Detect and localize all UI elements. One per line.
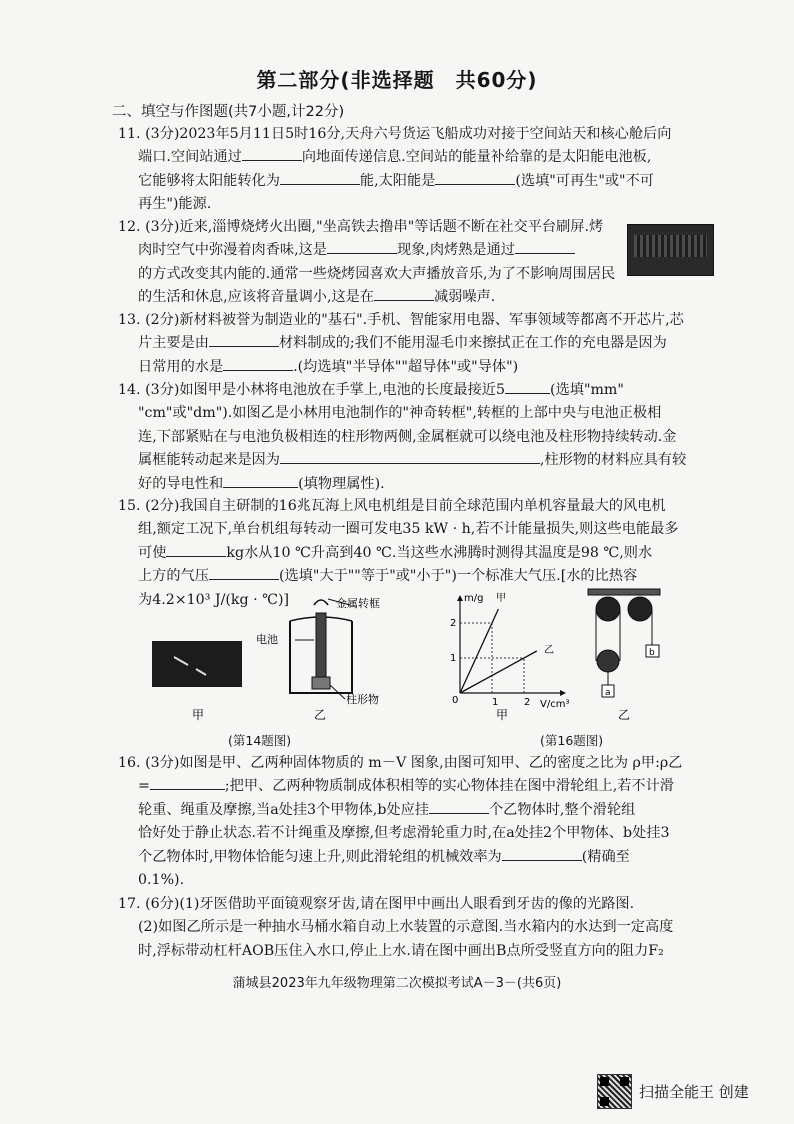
question-text: ,柱形物的材料应具有较 (539, 452, 687, 469)
question-text: 的方式改变其内能的.通常一些烧烤园喜欢大声播放音乐,为了不影响周围居民 (138, 265, 616, 282)
question-text: 0.1%). (138, 872, 185, 889)
question-text: ;把甲、乙两种物质制成体积相等的实心物体挂在图中滑轮组上,若不计滑 (224, 778, 674, 795)
page-footer: 蒲城县2023年九年级物理第二次模拟考试A－3－(共6页) (232, 976, 562, 991)
fig16-xtick-2: 2 (524, 697, 531, 708)
scanner-text: 扫描全能王 创建 (639, 1083, 749, 1101)
fig14-sub-b: 乙 (314, 708, 327, 722)
question-text: (精确至 (581, 848, 630, 865)
fig16-label-a: a (605, 688, 611, 698)
fixed-pulley (596, 597, 620, 621)
part-title: 第二部分(非选择题 共60分) (256, 68, 538, 92)
question-line (118, 869, 754, 892)
answer-blank[interactable] (435, 170, 515, 185)
question-line (118, 379, 754, 402)
fig14-battery-label: 电池 (256, 633, 278, 646)
scanner-watermark (597, 1074, 767, 1108)
answer-blank[interactable] (223, 356, 293, 371)
fig16-sub-b: 乙 (618, 708, 631, 722)
question-text: 片主要是由 (138, 335, 209, 352)
question-text: 肉时空气中弥漫着肉香味,这是 (138, 242, 327, 259)
answer-blank[interactable] (280, 170, 360, 185)
question-line (118, 799, 754, 822)
question-text: = (138, 778, 150, 795)
question-text: 现象,肉烤熟是通过 (396, 242, 515, 259)
fig16-series-b-label: 乙 (544, 645, 554, 656)
fig14-photo (152, 641, 242, 687)
question-line (118, 518, 754, 541)
figure-area (140, 585, 700, 735)
question-line (118, 286, 754, 309)
question-text: 端口.空间站通过 (138, 149, 242, 166)
question-line (118, 916, 754, 939)
question-text: 轮重、绳重及摩擦,当a处挂3个甲物体,b处应挂 (138, 801, 429, 818)
question-text: 它能够将太阳能转化为 (138, 172, 280, 189)
question-line (118, 146, 754, 169)
question-text: 恰好处于静止状态.若不计绳重及摩擦,但考虑滑轮重力时,在a处挂2个甲物体、b处挂3 (138, 825, 670, 842)
question-text: 组,额定工况下,单台机组每转动一圈可发电35 kW · h,若不计能量损失,则这些电能最多 (138, 521, 679, 538)
question-line (118, 449, 754, 472)
answer-blank[interactable] (209, 565, 279, 580)
fig16-ylabel: m/g (464, 593, 484, 604)
question-line (118, 193, 754, 216)
answer-blank[interactable] (374, 286, 434, 301)
question-text: 13. (2分)新材料被誉为制造业的"基石".手机、智能家用电器、军事领域等都离不开芯片,芯 (118, 312, 684, 328)
question-text: 属框能转动起来是因为 (138, 452, 280, 469)
question-text: 为4.2×10³ J/(kg · ℃)] (138, 591, 290, 608)
fig16-xtick-1: 1 (492, 697, 499, 708)
question-text: 日常用的水是 (138, 358, 224, 375)
question-text: 向地面传递信息.空间站的能量补给靠的是太阳能电池板, (301, 149, 652, 166)
answer-blank[interactable] (515, 239, 575, 254)
fig14-caption: (第14题图) (228, 733, 292, 748)
question-q13 (118, 309, 754, 379)
question-text: 个乙物体时,整个滑轮组 (488, 801, 636, 818)
question-line (118, 752, 754, 775)
question-text: 14. (3分)如图甲是小林将电池放在手掌上,电池的长度最接近5 (118, 382, 506, 398)
series-line-yi (460, 651, 537, 693)
bbq-photo (627, 224, 714, 276)
fig16-ytick-1: 1 (450, 653, 457, 664)
fig16-caption: (第16题图) (540, 733, 604, 748)
series-line-jia (460, 609, 498, 693)
question-line (118, 822, 754, 845)
question-text: 能,太阳能是 (359, 172, 436, 189)
figures-svg (140, 585, 700, 735)
question-text: 上方的气压 (138, 568, 209, 585)
question-line (118, 846, 754, 869)
question-text: 好的导电性和 (138, 475, 224, 492)
answer-blank[interactable] (429, 799, 489, 814)
answer-blank[interactable] (502, 846, 582, 861)
question-text: 减弱噪声. (434, 289, 496, 306)
question-text: 材料制成的;我们不能用湿毛巾来擦拭正在工作的充电器是因为 (278, 335, 667, 352)
question-text: "cm"或"dm").如图乙是小林用电池制作的"神奇转框",转框的上部中央与电池正极相 (138, 405, 662, 422)
answer-blank[interactable] (150, 775, 225, 790)
fig14-frame-diagram (290, 599, 352, 699)
question-text: 15. (2分)我国自主研制的16兆瓦海上风电机组是目前全球范围内单机容量最大的风电机 (118, 498, 666, 514)
answer-blank[interactable] (505, 379, 550, 394)
question-text: (选填"大于""等于"或"小于")一个标准大气压.[水的比热容 (278, 568, 638, 585)
answer-blank[interactable] (209, 332, 279, 347)
fig14-battery (316, 613, 326, 679)
fig14-frame-label: 金属转框 (336, 597, 380, 610)
movable-pulley (597, 650, 619, 672)
fixed-pulley (628, 597, 652, 621)
fig14-cylinder-label: 柱形物 (346, 693, 379, 706)
question-text: 可使 (138, 544, 167, 561)
question-text: 12. (3分)近来,淄博烧烤火出圈,"坐高铁去撸串"等话题不断在社交平台刷屏.烤 (118, 219, 604, 235)
question-line (118, 426, 754, 449)
question-line (118, 402, 754, 425)
fig16-series-a-label: 甲 (496, 593, 506, 604)
section-heading: 二、填空与作图题(共7小题,计22分) (112, 104, 345, 120)
question-text: 再生")能源. (138, 196, 212, 213)
question-text: 11. (3分)2023年5月11日5时16分,天舟六号货运飞船成功对接于空间站天和核心舱后向 (118, 126, 672, 142)
question-text: (2)如图乙所示是一种抽水马桶水箱自动上水装置的示意图.当水箱内的水达到一定高度 (138, 919, 674, 936)
question-q11 (118, 123, 754, 217)
question-text: (填物理属性). (298, 475, 385, 492)
question-text: 个乙物体时,甲物体恰能匀速上升,则此滑轮组的机械效率为 (138, 848, 502, 865)
fig16-xlabel: V/cm³ (540, 699, 570, 710)
question-line (118, 170, 754, 193)
fig16-sub-a: 甲 (496, 708, 509, 722)
answer-blank[interactable] (166, 542, 226, 557)
answer-blank[interactable] (242, 146, 302, 161)
answer-blank[interactable] (280, 449, 540, 464)
question-text: kg水从10 ℃升高到40 ℃.当这些水沸腾时测得其温度是98 ℃,则水 (226, 544, 653, 561)
question-text: 的生活和休息,应该将音量调小,这是在 (138, 289, 375, 306)
fig14-sub-a: 甲 (192, 708, 205, 722)
qr-code-icon (597, 1074, 632, 1109)
question-line (118, 893, 754, 916)
question-line (118, 332, 754, 355)
fig14-cylinder (312, 677, 330, 689)
question-line (118, 356, 754, 379)
fig16-ytick-2: 2 (450, 618, 457, 629)
question-text: 16. (3分)如图是甲、乙两种固体物质的 m－V 图象,由图可知甲、乙的密度之比为 ρ甲:ρ乙 (118, 755, 683, 771)
answer-blank[interactable] (223, 473, 298, 488)
question-line (118, 495, 754, 518)
question-text: 17. (6分)(1)牙医借助平面镜观察牙齿,请在图甲中画出人眼看到牙齿的像的光路图. (118, 896, 635, 912)
fig16-origin: 0 (452, 695, 459, 706)
question-line (118, 309, 754, 332)
answer-blank[interactable] (327, 239, 397, 254)
question-q14 (118, 379, 754, 496)
question-text: 时,浮标带动杠杆AOB压住入水口,停止上水.请在图中画出B点所受竖直方向的阻力F₂ (138, 942, 664, 959)
fig16-label-b: b (649, 648, 655, 658)
question-text: (选填"mm" (550, 382, 624, 398)
question-line (118, 940, 754, 963)
question-line (118, 775, 754, 798)
question-text: .(均选填"半导体""超导体"或"导体") (293, 358, 519, 375)
question-text: 连,下部紧贴在与电池负极相连的柱形物两侧,金属框就可以绕电池及柱形物持续转动.金 (138, 428, 677, 445)
question-line (118, 473, 754, 496)
question-line (118, 542, 754, 565)
question-line (118, 123, 754, 146)
question-q17 (118, 893, 754, 963)
question-q16 (118, 752, 754, 892)
question-text: (选填"可再生"或"不可 (515, 172, 654, 189)
fig16-pulley-diagram (588, 589, 660, 697)
